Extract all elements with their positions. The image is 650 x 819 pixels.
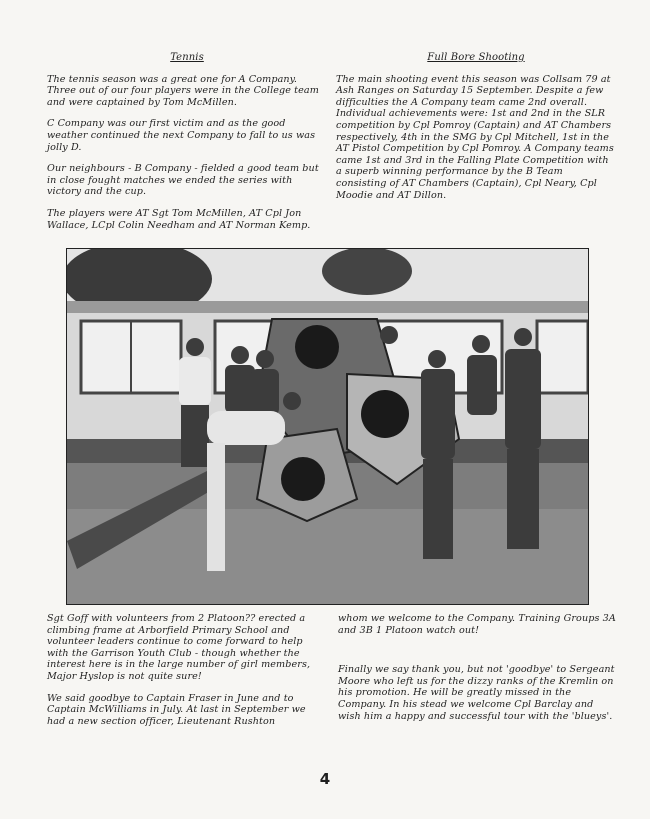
page-number: 4 bbox=[319, 770, 331, 788]
group-photo bbox=[66, 248, 589, 605]
bottom-left-paragraph-1: Sgt Goff with volunteers from 2 Platoon?? erected a climbing frame at Arborfield Primary School and volunteer leaders continue to come forward to help with the Garrison Youth Club - though whether the interest here is in the large number of girl members, Major Hyslop is not quite sure! bbox=[47, 613, 311, 682]
tennis-paragraph-2: C Company was our first victim and as the good weather continued the next Company to fall to us was jolly D. bbox=[47, 118, 316, 153]
shooting-heading: Full Bore Shooting bbox=[427, 52, 525, 63]
tennis-paragraph-3: Our neighbours - B Company - fielded a good team but in close fought matches we ended the series with victory and the cup. bbox=[47, 163, 319, 198]
tennis-column bbox=[47, 52, 327, 241]
bottom-left-column bbox=[47, 613, 327, 737]
bottom-right-paragraph-2: Finally we say thank you, but not 'goodbye' to Sergeant Moore who left us for the dizzy ranks of the Kremlin on his promotion. He will be greatly missed in the Company. In his stead we welcome Cpl Barclay and wish him a happy and successful tour with the 'blueys'. bbox=[338, 664, 615, 722]
bottom-right-paragraph-1: whom we welcome to the Company. Training Groups 3A and 3B 1 Platoon watch out! bbox=[338, 613, 616, 636]
tennis-heading: Tennis bbox=[170, 52, 204, 63]
group-photo-illustration bbox=[67, 249, 588, 604]
bottom-left-paragraph-2: We said goodbye to Captain Fraser in June and to Captain McWilliams in July. At last in September we had a new section officer, Lieutenant Rushton bbox=[47, 692, 306, 727]
bottom-right-column bbox=[338, 613, 618, 732]
tennis-paragraph-1: The tennis season was a great one for A Company. Three out of our four players were in the College team and were captained by Tom McMillen. bbox=[47, 73, 319, 108]
shooting-column bbox=[336, 52, 616, 211]
shooting-paragraph-1: The main shooting event this season was Collsam 79 at Ash Ranges on Saturday 15 September. Despite a few difficulties the A Company team came 2nd overall. Individual achievements were: 1st and 2nd in the SLR competition by Cpl Pomroy (Captain) and AT Chambers respectively, 4th in the SMG by Cpl Mitchell, 1st in the AT Pistol Competition by Cpl Pomroy. A Company teams came 1st and 3rd in the Falling Plate Competition with a superb winning performance by the B Team consisting of AT Chambers (Captain), Cpl Neary, Cpl Moodie and AT Dillon. bbox=[336, 73, 614, 201]
tennis-paragraph-4: The players were AT Sgt Tom McMillen, AT Cpl Jon Wallace, LCpl Colin Needham and AT Norman Kemp. bbox=[47, 207, 311, 231]
